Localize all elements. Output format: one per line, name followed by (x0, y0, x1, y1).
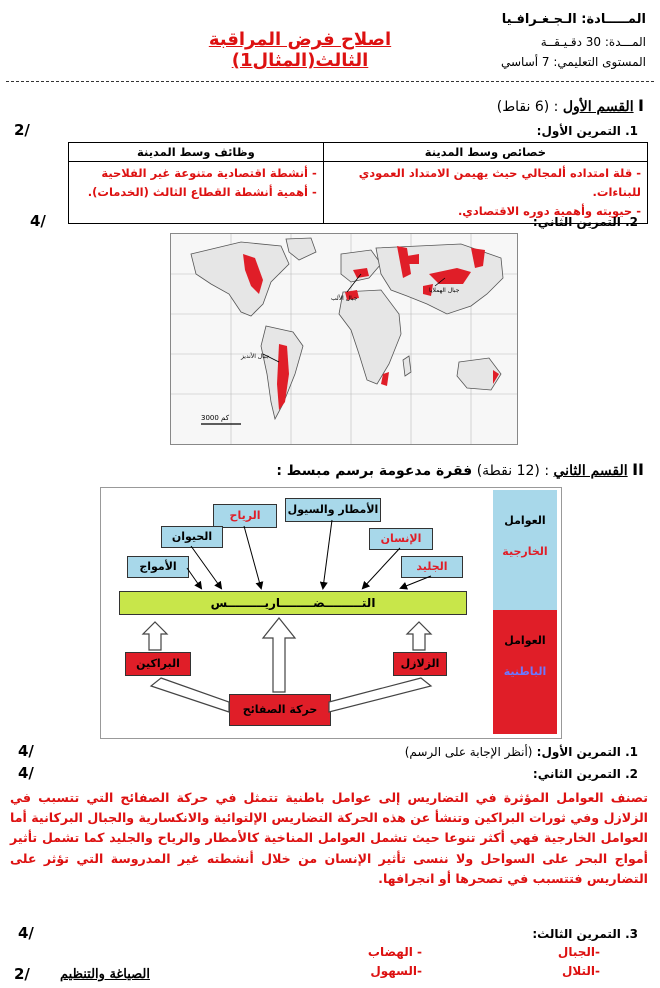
part1-label: القسم الأول (562, 99, 634, 115)
part1-points: : (6 نقاط) (496, 99, 559, 115)
internal-factors-box (493, 610, 557, 734)
internal-line1: العوامل (504, 634, 546, 647)
world-map-graphic (171, 234, 517, 444)
andes-label: جبال الأنديز (241, 353, 270, 360)
himalaya-label: جبال الهملايا (429, 287, 460, 294)
functions-cell (69, 162, 324, 224)
part2-label: القسم الثاني (553, 463, 628, 479)
madagascar (403, 356, 411, 376)
internal-line2: الباطنية (503, 665, 547, 678)
ex2-number: 2. (625, 215, 638, 229)
answer-mountains: -الجبال (557, 945, 600, 959)
answer-paragraph: تصنف العوامل المؤثرة في التضاريس إلى عوامل باطنية تتمثل في حركة الصفائح التي تتسبب في الزلازل وفي ثورات البراكين وتنشأ عن هذه الحركة التضاريس الإلتوائية والانكسارية والجبال البركانية أما العوامل الخارجية فهي أكثر تنوعا حيث تشمل العوامل المناخية كالأمطار والرياح والجليد كما تشمل تأثير أمواج البحر على السواحل ولا ننسى تأثير الإنسان من خلال أنشطته غير المدروسة التي تؤثر على التضاريس فتتسبب في تصحرها أو انجرافها. (10, 790, 648, 886)
table-header-characteristics: خصائص وسط المدينة (323, 143, 647, 162)
characteristic-2: - حيويته وأهمية دوره الاقتصادي. (457, 204, 641, 218)
animals-box: الحيوان (161, 526, 223, 548)
city-center-table (68, 142, 648, 224)
external-factors-box (493, 490, 557, 610)
duration-line: المـــدة: 30 دقـيـقــة (540, 35, 646, 49)
p2-ex2-title: التمرين الثاني: (532, 767, 621, 781)
p2-ex1-score: 4/ (18, 742, 34, 760)
subject-line: المـــــادة: الـجـغـرافـيا (501, 12, 646, 27)
answer-hills: -التلال (561, 964, 600, 978)
continents (191, 238, 503, 419)
part1-heading (497, 96, 644, 115)
volcanoes-box: البراكين (125, 652, 191, 676)
ex2-label (533, 215, 638, 229)
andes-range (277, 344, 289, 410)
footer-label: الصياغة والتنظيم (60, 967, 150, 982)
p2-ex3-number: 3. (625, 927, 638, 941)
p2-ex3-label (532, 927, 638, 941)
greenland (286, 238, 316, 260)
footer-score: 2/ (14, 965, 30, 983)
plates-box: حركة الصفائح (229, 694, 331, 726)
winds-box: الرياح (213, 504, 277, 528)
ex1-number: 1. (625, 124, 638, 138)
p2-ex2-score: 4/ (18, 764, 34, 782)
characteristic-1: - قلة امتداده ألمجالي حيث يهيمن الامتداد العمودي للبناءات. (358, 166, 641, 199)
earthquakes-box: الزلازل (393, 652, 447, 676)
ex2-score: 4/ (30, 212, 46, 230)
part2-subtitle: فقرة مدعومة برسم مبسط : (276, 463, 473, 479)
p2-ex3-title: التمرين الثالث: (532, 927, 621, 941)
header-divider (6, 81, 654, 82)
rain-box: الأمطار والسيول (285, 498, 381, 522)
part2-number: II (632, 460, 644, 479)
part2-points: : (12 نقطة) (476, 463, 550, 479)
page-title: اصلاح فرض المراقبة الثالث(المثال1) (208, 29, 392, 71)
p2-ex1-label (405, 745, 638, 759)
relief-bar: التـــــــــضــــــــاريـــــــــس (119, 591, 467, 615)
scale-label: 3000 كم (201, 414, 230, 422)
ice-box: الجليد (401, 556, 463, 578)
ex1-label (537, 124, 638, 138)
relief-factors-diagram (100, 487, 562, 739)
human-box: الإنسان (369, 528, 433, 550)
answer-plateaus: - الهضاب (367, 945, 422, 959)
africa (339, 290, 401, 384)
alps-label: جبال الألب (331, 295, 358, 302)
diagram-arrows (101, 488, 493, 738)
waves-box: الأمواج (127, 556, 189, 578)
world-map (170, 233, 518, 445)
external-line1: العوامل (504, 514, 546, 527)
table-header-functions: وظائف وسط المدينة (69, 143, 324, 162)
ex2-title: التمرين الثاني: (532, 215, 621, 229)
part2-heading (276, 460, 644, 479)
function-2: - أهمية أنشطة القطاع الثالث (الخدمات). (87, 185, 317, 199)
part1-number: I (638, 96, 644, 115)
p2-ex3-score: 4/ (18, 924, 34, 942)
p2-ex2-number: 2. (625, 767, 638, 781)
function-1: - أنشطة اقتصادية متنوعة غير الفلاحية (101, 166, 317, 180)
p2-ex1-title: التمرين الأول: (536, 745, 621, 759)
ex1-title: التمرين الأول: (536, 124, 621, 138)
ex1-score: 2/ (14, 121, 30, 139)
p2-ex2-label (533, 767, 638, 781)
p2-ex1-note: (أنظر الإجابة على الرسم) (404, 745, 533, 759)
north-america (191, 242, 289, 316)
external-line2: الخارجية (502, 545, 548, 558)
level-line: المستوى التعليمي: 7 أساسي (500, 55, 646, 69)
p2-ex1-number: 1. (625, 745, 638, 759)
answer-plains: -السهول (370, 964, 422, 978)
